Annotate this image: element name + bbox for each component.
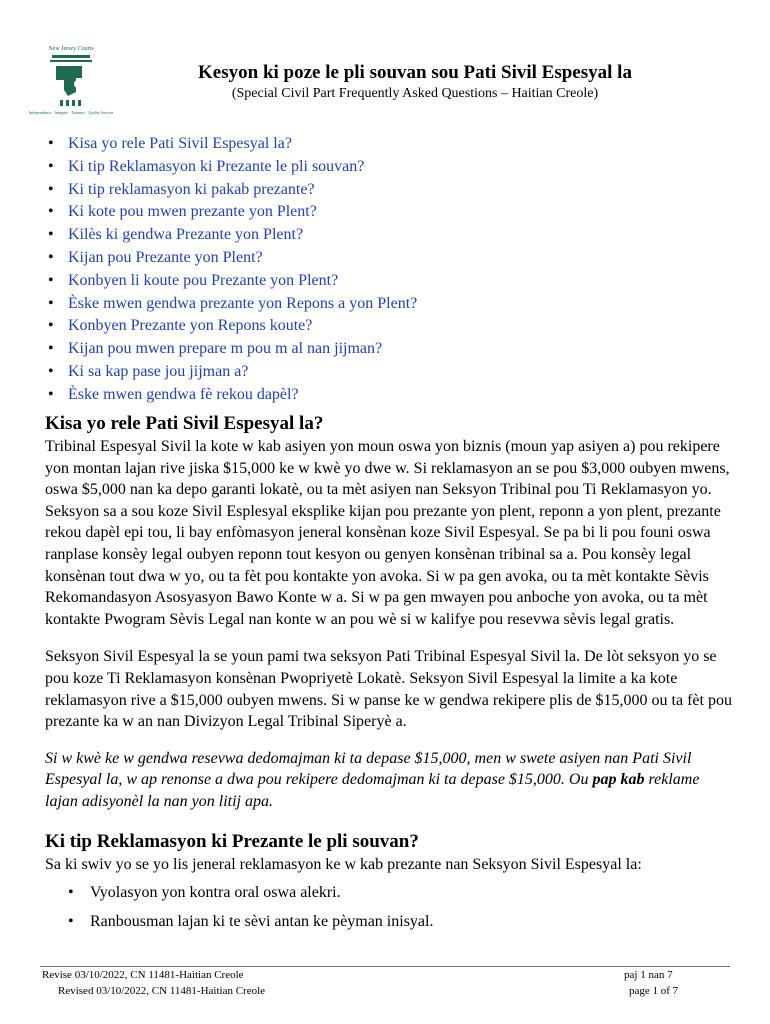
page-subtitle: (Special Civil Part Frequently Asked Questions – Haitian Creole) (231, 86, 599, 101)
toc-item (48, 156, 417, 179)
page-title: Kesyon ki poze le pli souvan sou Pati Sivil Espesyal la (198, 62, 632, 83)
footer-divider (40, 966, 730, 967)
document-body (45, 412, 735, 939)
logo-text-top: New Jersey Courts (48, 46, 94, 52)
toc-link[interactable]: Èske mwen gendwa fè rekou dapèl? (68, 385, 299, 403)
toc-item (48, 224, 417, 247)
toc-link[interactable]: Konbyen Prezante yon Repons koute? (68, 317, 313, 335)
toc-item (48, 179, 417, 202)
nj-courts-logo (28, 44, 114, 120)
toc-item (48, 361, 417, 384)
toc-item (48, 270, 417, 293)
logo-text-bottom: Independence · Integrity · Fairness · Quality Service (28, 110, 114, 115)
list-item: • Ranbousman lajan ki te sèvi antan ke pèyman inisyal. (45, 910, 735, 933)
footer-page-english: page 1 of 7 (629, 985, 679, 997)
toc-item (48, 338, 417, 361)
toc-link[interactable]: Konbyen li koute pou Prezante yon Plent? (68, 271, 339, 289)
toc-link[interactable]: Ki sa kap pase jou jijman a? (68, 362, 249, 380)
section-heading: Ki tip Reklamasyon ki Prezante le pli souvan? (45, 830, 419, 852)
toc-link[interactable]: Kisa yo rele Pati Sivil Espesyal la? (68, 135, 292, 152)
toc-item (48, 133, 417, 156)
section-heading: Kisa yo rele Pati Sivil Espesyal la? (45, 413, 324, 434)
toc-link[interactable]: Ki tip reklamasyon ki pakab prezante? (68, 180, 315, 198)
footer-page-creole: paj 1 nan 7 (624, 969, 673, 981)
italic-note (45, 748, 735, 813)
table-of-contents (48, 133, 417, 407)
note-text: Si w kwè ke w gendwa resevwa dedomajman ki ta depase $15,000, men w swete asiyen nan Pati Sivil Espesyal la, w ap renonse a dwa pou rekipere dedomajman ki ta depase $15,000. Ou (45, 749, 692, 789)
paragraph: Seksyon Sivil Espesyal la se youn pami twa seksyon Pati Tribinal Espesyal Sivil la. De lòt seksyon yo se pou koze Ti Reklamasyon konsènan Pwopriyetè Lokatè. Seksyon Sivil Espesyal la limite a ka kote reklamasyon rive a $15,000 oubyen mwens. Si w panse ke w gendwa rekipere plis de $15,000 ou ta fèt pou prezante ka w an nan Divizyon Legal Tribinal Siperyè a. (45, 648, 732, 731)
toc-item (48, 384, 417, 407)
paragraph: Tribinal Espesyal Sivil la kote w kab asiyen yon moun oswa yon biznis (moun yap asiyen a) pou rekipere yon montan lajan rive jiska $15,000 ke w kwè yo dwe w. Si reklamasyon an se pou $3,000 oubyen mwens, oswa $5,000 nan ka depo garanti lokatè, ou ta mèt asiyen nan Seksyon Tribinal pou Ti Reklamasyon yo. Seksyon sa a sou koze Sivil Esplesyal eksplike kijan pou prezante yon plent, reponn a yon plent, prezante rekou dapèl epi tou, li bay enfòmasyon jeneral konsènan koze Sivil Espesyal. Se pa bi li pou founi oswa ranplase konsèy legal oubyen reponn tout kesyon ou genyen konsènan tribinal sa a. Pou konsèy legal konsènan tout dwa w yo, ou ta fèt pou kontakte yon avoka. Si w pa gen avoka, ou ta mèt kontakte Sèvis Rekomandasyon Asosyasyon Bawo Konte w a. Si w pa gen mwayen pou anboche yon avoka, ou ta mèt kontakte Pwogram Sèvis Legal nan konte w an pou wè si w kalifye pou resevwa sèvis legal gratis. (45, 438, 730, 628)
toc-link[interactable]: Kijan pou Prezante yon Plent? (68, 248, 263, 266)
toc-item (48, 201, 417, 224)
toc-item (48, 247, 417, 270)
toc-item (48, 315, 417, 338)
footer-revision-creole: Revise 03/10/2022, CN 11481-Haitian Creole (42, 969, 244, 981)
toc-item (48, 293, 417, 316)
footer-revision-english: Revised 03/10/2022, CN 11481-Haitian Creole (58, 985, 266, 997)
list-item: • Vyolasyon yon kontra oral oswa alekri. (45, 881, 735, 904)
toc-link[interactable]: Ki kote pou mwen prezante yon Plent? (68, 203, 317, 221)
toc-link[interactable]: Kilès ki gendwa Prezante yon Plent? (68, 226, 304, 244)
toc-link[interactable]: Kijan pou mwen prepare m pou m al nan jijman? (68, 340, 383, 358)
note-text: reklame lajan adisyonèl la nan yon litij apa. (45, 771, 700, 810)
toc-link[interactable]: Ki tip Reklamasyon ki Prezante le pli souvan? (68, 157, 365, 175)
toc-link[interactable]: Èske mwen gendwa prezante yon Repons a yon Plent? (68, 294, 418, 312)
claims-list (45, 881, 735, 933)
paragraph: Sa ki swiv yo se yo lis jeneral reklamasyon ke w kab prezante nan Seksyon Sivil Espesyal la: (45, 855, 642, 873)
note-emphasis: pap kab (592, 771, 645, 789)
